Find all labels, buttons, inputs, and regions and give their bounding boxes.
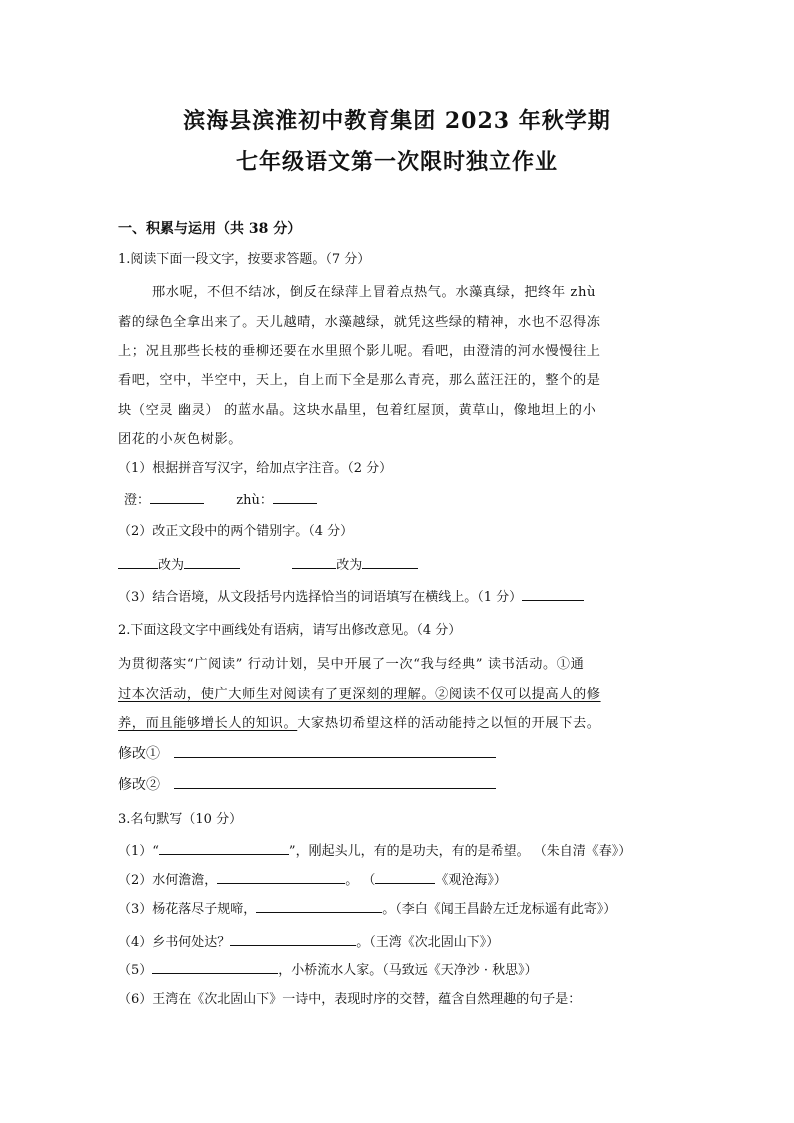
passage-line: 上；况且那些长枝的垂柳还要在水里照个影儿呢。看吧，由澄清的河水慢慢往上 (118, 344, 601, 359)
q1-sub3-text: （3）结合语境，从文段括号内选择恰当的词语填写在横线上。（1 分） (118, 590, 523, 605)
item-text: （2）水何澹澹， (118, 873, 218, 888)
label-gaiwei: 改为 (336, 558, 363, 573)
answer-blank[interactable] (174, 775, 496, 789)
passage-line: 团花的小灰色树影。 (118, 432, 243, 447)
answer-blank[interactable] (174, 744, 496, 758)
item-text: （5） (118, 963, 153, 978)
section-heading: 一、积累与运用（共 38 分） (118, 221, 302, 237)
answer-blank[interactable] (273, 490, 317, 504)
q1-prompt: 1.阅读下面一段文字，按要求答题。（7 分） (118, 252, 371, 267)
item-text: （3）杨花落尽子规啼， (118, 902, 257, 917)
q3-item (118, 988, 581, 1007)
fix-1-row (118, 743, 496, 763)
q1-sub2-answers (118, 554, 418, 573)
q2-underlined-part: 养，而且能够增长人的知识。 (118, 716, 298, 731)
passage-line: 看吧，空中，半空中，天上，自上而下全是那么青亮，那么蓝汪汪的，整个的是 (118, 373, 601, 388)
item-text: 。（王湾《次北固山下》） (356, 935, 500, 950)
item-text: ”，刚起头儿，有的是功夫，有的是希望。 （朱自清《春》） (288, 844, 632, 859)
title-line-2: 七年级语文第一次限时独立作业 (235, 149, 558, 175)
answer-blank[interactable] (362, 555, 418, 569)
q3-item (118, 959, 538, 978)
q2-prompt: 2.下面这段文字中画线处有语病，请写出修改意见。（4 分） (118, 623, 462, 638)
fix-2-row (118, 774, 496, 794)
item-text: 。 （ (345, 873, 376, 888)
item-text: 。（李白《闻王昌龄左迁龙标遥有此寄》） (382, 902, 617, 917)
answer-blank[interactable] (256, 899, 382, 913)
fix-1-label: 修改① (118, 746, 160, 762)
label-cheng: 澄： (124, 493, 151, 508)
answer-blank[interactable] (152, 960, 278, 974)
q3-prompt: 3.名句默写（10 分） (118, 812, 243, 827)
q2-rest: 大家热切希望这样的活动能持之以恒的开展下去。 (297, 716, 601, 731)
q1-sub1-answers (124, 489, 317, 508)
answer-blank[interactable] (292, 555, 336, 569)
q3-item (118, 840, 631, 859)
title-line-1: 滨海县滨淮初中教育集团 2023 年秋学期 (183, 108, 611, 134)
item-text: 《观沧海》） (435, 873, 507, 888)
answer-blank[interactable] (159, 841, 289, 855)
item-text: （4）乡书何处达？ (118, 935, 231, 950)
q2-line-underlined: 过本次活动，使广大师生对阅读有了更深刻的理解。②阅读不仅可以提高人的修 (118, 687, 601, 702)
answer-blank[interactable] (118, 555, 158, 569)
answer-blank[interactable] (184, 555, 240, 569)
q3-item (118, 869, 507, 888)
answer-blank[interactable] (375, 870, 435, 884)
item-text: （1）“ (118, 844, 159, 859)
passage-line: 邢水呢，不但不结冰，倒反在绿萍上冒着点热气。水藻真绿，把终年 zhù (152, 285, 597, 300)
passage-line: 块（空灵 幽灵） 的蓝水晶。这块水晶里，包着红屋顶，黄草山，像地坦上的小 (118, 403, 597, 418)
q2-line (118, 712, 601, 731)
q3-item (118, 931, 499, 950)
answer-blank[interactable] (217, 870, 345, 884)
item-text: （6）王湾在《次北固山下》一诗中，表现时序的交替，蕴含自然理趣的句子是： (118, 992, 582, 1007)
q1-sub1: （1）根据拼音写汉字，给加点字注音。（2 分） (118, 461, 393, 476)
answer-blank[interactable] (522, 587, 584, 601)
fix-2-label: 修改② (118, 777, 160, 793)
label-zhu: zhù： (236, 493, 273, 508)
q1-sub3 (118, 586, 584, 605)
passage-line: 蓄的绿色全拿出来了。天儿越晴，水藻越绿，就凭这些绿的精神，水也不忍得冻 (118, 315, 601, 330)
q1-sub2: （2）改正文段中的两个错别字。（4 分） (118, 524, 354, 539)
answer-blank[interactable] (230, 932, 356, 946)
answer-blank[interactable] (150, 490, 204, 504)
q3-item (118, 898, 616, 917)
label-gaiwei: 改为 (158, 558, 185, 573)
q2-line: 为贯彻落实“广阅读” 行动计划，吴中开展了一次“我与经典” 读书活动。①通 (118, 657, 585, 672)
item-text: ，小桥流水人家。（马致远《天净沙 · 秋思》） (278, 963, 538, 978)
